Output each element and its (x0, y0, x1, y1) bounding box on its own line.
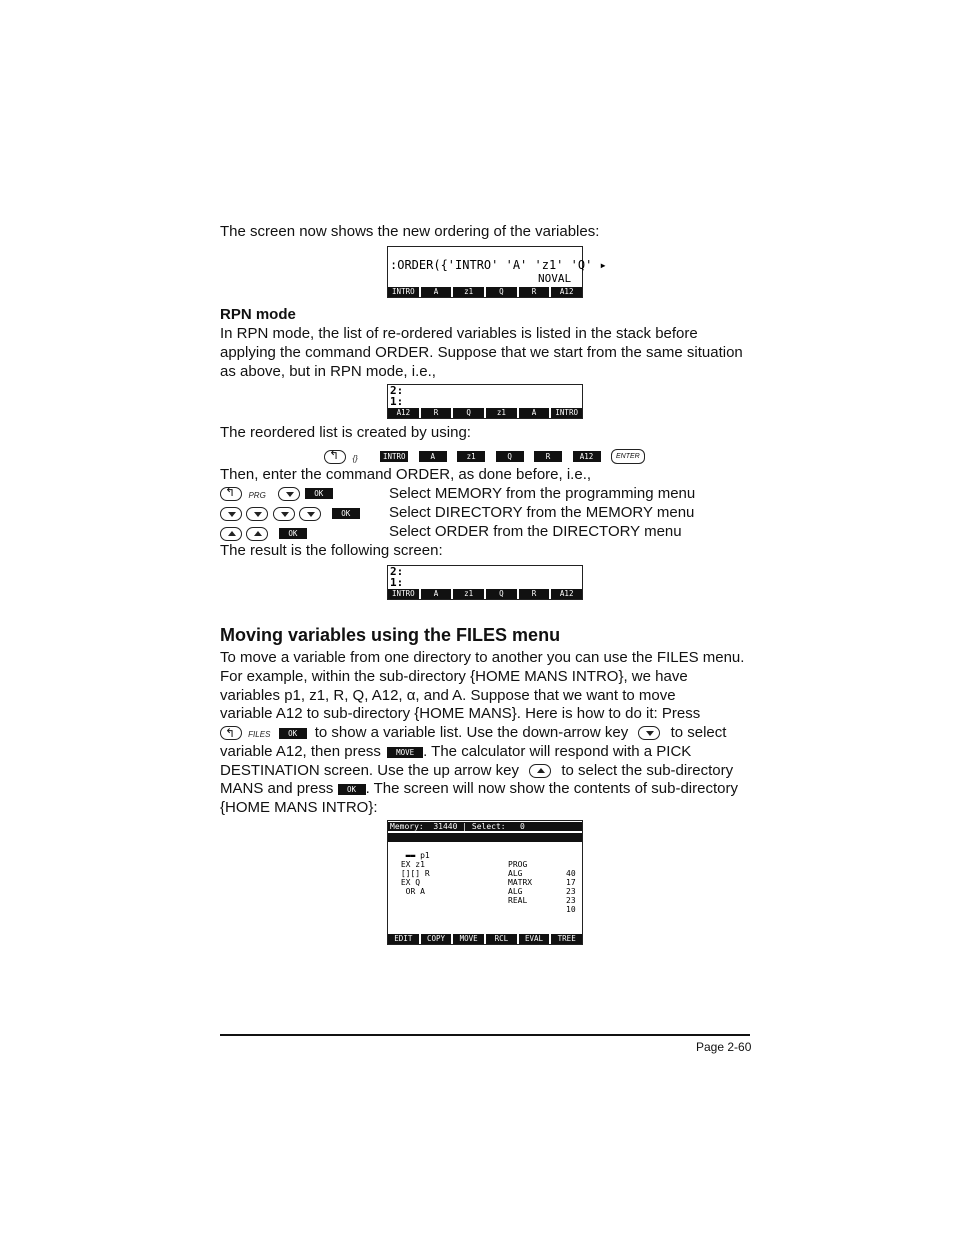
reordered-text: The reordered list is created by using: (220, 424, 471, 441)
softkey: A (421, 287, 452, 297)
softkey-bar (388, 934, 582, 944)
section-line: {HOME MANS INTRO}: (220, 799, 378, 816)
section-line: variables p1, z1, R, Q, A12, α, and A. Suppose that we want to move (220, 687, 676, 704)
section-heading: Moving variables using the FILES menu (220, 625, 561, 645)
softkey-r: R (534, 451, 562, 462)
softkey-rcl: RCL (486, 934, 517, 944)
softkey: A (421, 589, 452, 599)
files-key-label: FILES (248, 730, 271, 739)
file-type: ALG (508, 887, 523, 896)
file-name: OR A (396, 887, 425, 896)
file-type: ALG (508, 869, 523, 878)
softkey-move: MOVE (453, 934, 484, 944)
page-number: Page 2-60 (696, 1040, 752, 1054)
stack-level-2: 2: (390, 565, 404, 578)
file-type: MATRX (508, 878, 533, 887)
footer-rule (220, 1034, 750, 1036)
softkey-bar (388, 589, 582, 599)
ok-softkey: OK (332, 508, 360, 519)
calculator-screen-order (387, 246, 607, 298)
section-line-move (220, 742, 691, 761)
file-size: 23 (566, 887, 576, 896)
softkey: INTRO (388, 589, 419, 599)
stack-level-1: 1: (390, 576, 404, 589)
section-text: . The screen will now show the contents of sub-directory (365, 780, 738, 797)
section-line-files (220, 723, 726, 744)
result-text: The result is the following screen: (220, 542, 443, 559)
softkey: INTRO (388, 287, 419, 297)
braces-key-label: {} (352, 454, 358, 463)
softkey: R (421, 408, 452, 418)
section-line-uparrow (220, 761, 733, 780)
ok-softkey: OK (305, 488, 333, 499)
up-arrow-key-icon (529, 764, 551, 778)
file-name: [][] R (396, 869, 430, 878)
softkey: A12 (551, 287, 582, 297)
move-softkey: MOVE (387, 747, 423, 758)
file-type: PROG (508, 860, 528, 869)
down-arrow-key-icon (273, 507, 295, 521)
softkey: A12 (388, 408, 419, 418)
rpn-heading: RPN mode (220, 306, 296, 323)
stack-level-2: 2: (390, 384, 404, 397)
step2-keys (220, 505, 366, 523)
file-name: EX Q (396, 878, 421, 887)
section-text: DESTINATION screen. Use the up arrow key (220, 762, 519, 779)
softkey-bar (388, 287, 582, 297)
calculator-screen-result (387, 565, 583, 600)
softkey: Q (486, 589, 517, 599)
down-arrow-key-icon (246, 507, 268, 521)
softkey: R (519, 287, 550, 297)
section-text: variable A12, then press (220, 743, 381, 760)
down-arrow-key-icon (220, 507, 242, 521)
screen-noval: NOVAL (538, 272, 572, 285)
step3-description: Select ORDER from the DIRECTORY menu (389, 523, 682, 540)
file-size: 40 (566, 869, 576, 878)
stack-level-1: 1: (390, 395, 404, 408)
section-text: to show a variable list. Use the down-arrow key (314, 724, 629, 741)
section-text: MANS and press (220, 780, 334, 797)
key-sequence (324, 448, 645, 466)
ok-softkey: OK (338, 784, 366, 795)
section-text: . The calculator will respond with a PICK (423, 743, 692, 760)
left-shift-key-icon: ↰ (220, 487, 242, 501)
step1-description: Select MEMORY from the programming menu (389, 485, 696, 502)
file-name: OR A12 (396, 842, 435, 851)
softkey-copy: COPY (421, 934, 452, 944)
softkey-bar (388, 408, 582, 418)
step2-description: Select DIRECTORY from the MEMORY menu (389, 504, 695, 521)
down-arrow-key-icon (278, 487, 300, 501)
step1-keys (220, 485, 339, 503)
file-size: 23 (566, 896, 576, 905)
softkey-a: A (419, 451, 447, 462)
softkey-a12: A12 (573, 451, 601, 462)
file-size: 17 (566, 878, 576, 887)
softkey-eval: EVAL (519, 934, 550, 944)
screen-command-line: :ORDER({'INTRO' 'A' 'z1' 'Q' ▸ (390, 258, 607, 272)
softkey-z1: z1 (457, 451, 485, 462)
file-type: REAL (508, 896, 528, 905)
softkey: z1 (486, 408, 517, 418)
down-arrow-key-icon (299, 507, 321, 521)
softkey-edit: EDIT (388, 934, 419, 944)
softkey: Q (453, 408, 484, 418)
calculator-screen-files (387, 820, 583, 945)
softkey-tree: TREE (551, 934, 582, 944)
section-line: For example, within the sub-directory {HOME MANS INTRO}, we have (220, 668, 688, 685)
file-name: ▬▬ p1 (396, 851, 430, 860)
ok-softkey: OK (279, 728, 307, 739)
ok-softkey: OK (279, 528, 307, 539)
rpn-paragraph-line: as above, but in RPN mode, i.e., (220, 363, 436, 380)
softkey-intro: INTRO (380, 451, 408, 462)
file-size: 10 (566, 860, 576, 869)
section-text: to select (670, 724, 727, 741)
section-line: To move a variable from one directory to another you can use the FILES menu. (220, 649, 745, 666)
files-header: Memory: 31440 | Select: 0 (388, 822, 582, 831)
softkey: A12 (551, 589, 582, 599)
softkey: R (519, 589, 550, 599)
then-text: Then, enter the command ORDER, as done before, i.e., (220, 466, 592, 483)
softkey: INTRO (551, 408, 582, 418)
prg-key-label: PRG (248, 491, 266, 500)
enter-key-icon: ENTER (611, 449, 645, 464)
rpn-paragraph-line: In RPN mode, the list of re-ordered variables is listed in the stack before (220, 325, 698, 342)
up-arrow-key-icon (220, 527, 242, 541)
down-arrow-key-icon (638, 726, 660, 740)
intro-text: The screen now shows the new ordering of the variables: (220, 223, 600, 240)
file-name: EX z1 (396, 860, 425, 869)
softkey-q: Q (496, 451, 524, 462)
up-arrow-key-icon (246, 527, 268, 541)
softkey: z1 (453, 287, 484, 297)
softkey: Q (486, 287, 517, 297)
section-text: to select the sub-directory (561, 762, 734, 779)
section-line: variable A12 to sub-directory {HOME MANS}. Here is how to do it: Press (220, 705, 701, 722)
section-line-ok (220, 779, 738, 798)
left-shift-key-icon: ↰ (220, 726, 242, 740)
left-shift-key-icon: ↰ (324, 450, 346, 464)
file-type: REAL (508, 851, 528, 860)
rpn-paragraph-line: applying the command ORDER. Suppose that we start from the same situation (220, 344, 743, 361)
softkey: A (519, 408, 550, 418)
softkey: z1 (453, 589, 484, 599)
calculator-screen-rpn-stack (387, 384, 583, 419)
file-size: 10 (566, 905, 576, 914)
